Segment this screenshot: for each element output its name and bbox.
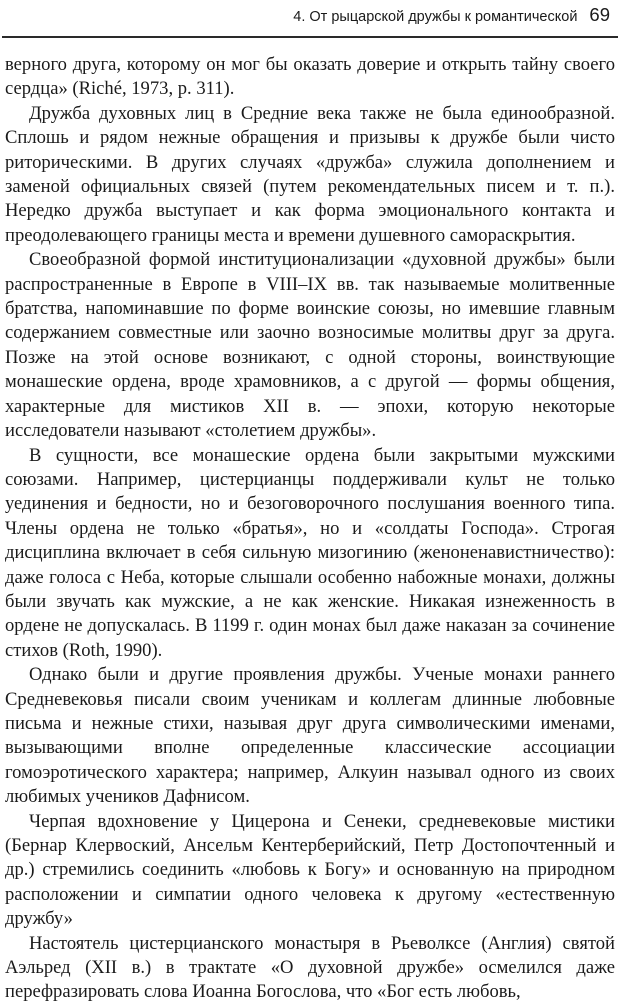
running-title: 4. От рыцарской дружбы к романтической xyxy=(293,9,578,25)
paragraph: Настоятель цистерцианского монастыря в Рьеволксе (Англия) святой Аэльред (XII в.) в трактате «О духовной дружбе» осмелился даже перефразировать слова Иоанна Богослова, что «Бог есть любовь, xyxy=(5,932,615,1003)
running-head xyxy=(293,4,610,26)
page-number: 69 xyxy=(589,4,610,25)
paragraph: Дружба духовных лиц в Средние века также не была единообразной. Сплошь и рядом нежные обращения и призывы к дружбе были чисто риторическими. В других случаях «дружба» служила дополнением и заменой официальных связей (путем рекомендательных писем и т. п.). Нередко дружба выступает и как форма эмоционального контакта и преодолевающего границы места и времени душевного самораскрытия. xyxy=(5,102,615,246)
paragraph: В сущности, все монашеские ордена были закрытыми мужскими союзами. Например, цистерцианцы поддерживали культ не только уединения и бедности, но и безоговорочного послушания военного типа. Члены ордена не только «братья», но и «солдаты Господа». Строгая дисциплина включает в себя сильную мизогинию (женоненавистничество): даже голоса с Неба, которые слышали особенно набожные монахи, должны были звучать как мужские, а не как женские. Никакая изнеженность в ордене не допускалась. В 1199 г. один монах был даже наказан за сочинение стихов (Roth, 1990). xyxy=(5,444,615,661)
paragraph: Однако были и другие проявления дружбы. Ученые монахи раннего Средневековья писали своим ученикам и коллегам длинные любовные письма и нежные стихи, называя друг друга символическими именами, вызывающими вполне определенные классические ассоциации гомоэротического характера; например, Алкуин называл одного из своих любимых учеников Дафнисом. xyxy=(5,664,615,808)
paragraph-continuation: верного друга, которому он мог бы оказать доверие и открыть тайну своего сердца» (Riché, 1973, p. 311). xyxy=(5,54,615,100)
header-divider xyxy=(2,36,618,38)
paragraph: Своеобразной формой институционализации «духовной дружбы» были распространенные в Европе в VIII–IX вв. так называемые молитвенные братства, напоминавшие по форме воинские союзы, но имевшие главным содержанием совместные или заочно возносимые молитвы друг за друга. Позже на этой основе возникают, с одной стороны, воинствующие монашеские ордена, вроде храмовников, а с другой — формы общения, характерные для мистиков XII в. — эпохи, которую некоторые исследователи называют «столетием дружбы». xyxy=(5,249,615,442)
paragraph: Черпая вдохновение у Цицерона и Сенеки, средневековые мистики (Бернар Клервоский, Ансельм Кентерберийский, Петр Достопочтенный и др.) стремились соединить «любовь к Богу» и основанную на природном расположении и симпатии одного человека к другому «естественную дружбу» xyxy=(5,810,615,930)
main-text xyxy=(5,53,615,1005)
